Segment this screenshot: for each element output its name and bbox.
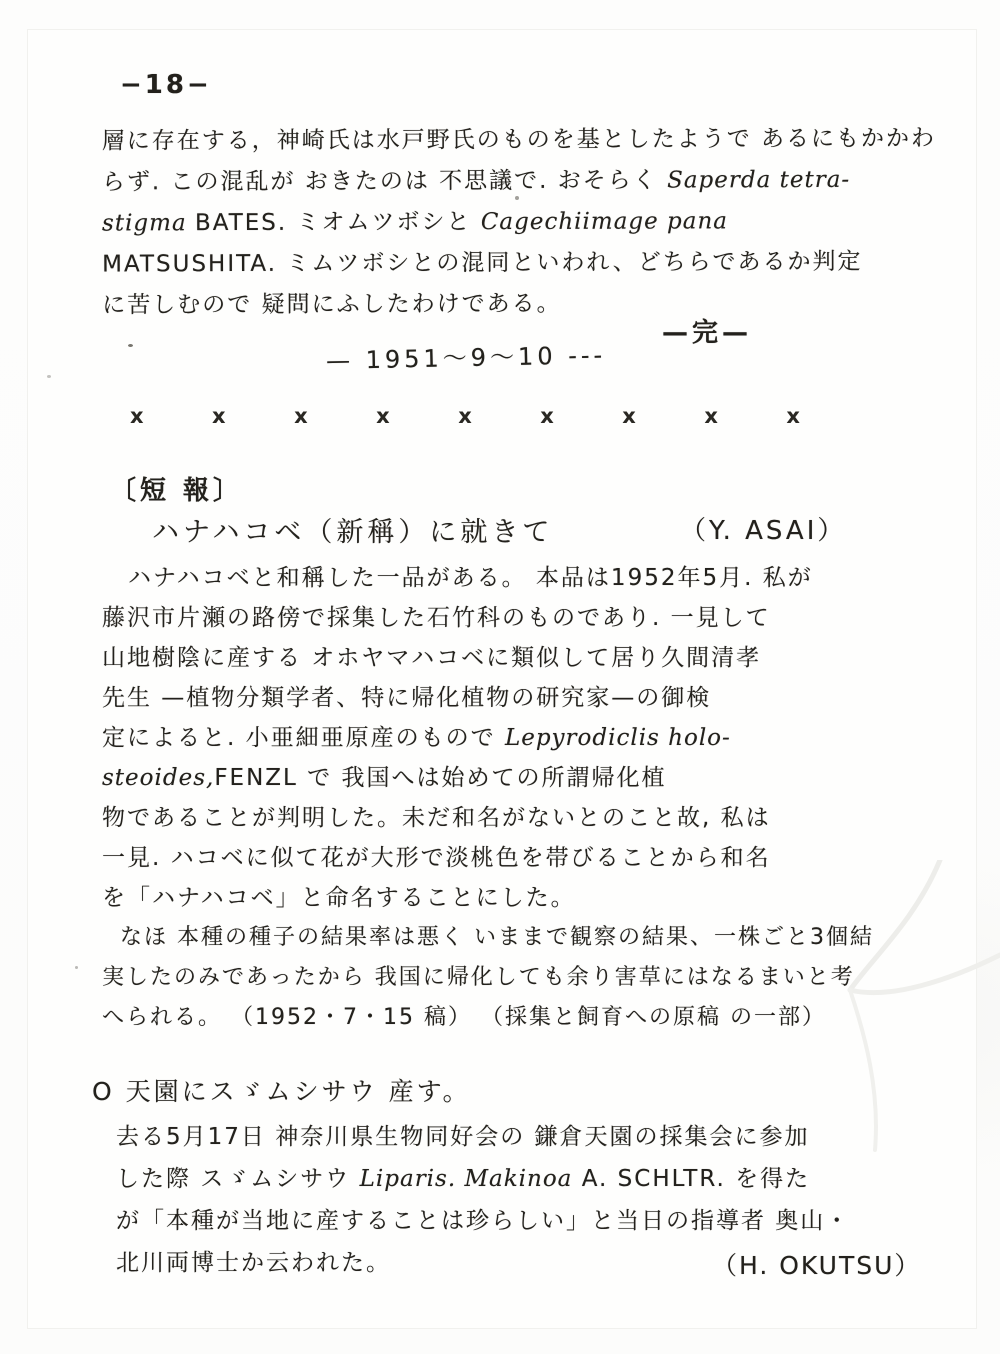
handwritten-text: FENZL で 我国へは始めての所謂帰化植	[214, 765, 667, 791]
text-line	[102, 798, 942, 838]
latin-species-name: Lepyrodiclis holo-	[504, 725, 731, 751]
page-number: −18−	[120, 70, 212, 100]
x-separator-mark: x	[458, 404, 472, 428]
x-separator-mark: x	[294, 404, 308, 428]
text-line	[102, 958, 952, 998]
x-separator-mark: x	[212, 404, 226, 428]
x-separator-mark: x	[130, 404, 144, 428]
scan-speck	[128, 344, 133, 347]
handwritten-text: に苦しむので 疑問にふしたわけである。	[102, 290, 562, 319]
article-end-mark: —完—	[662, 318, 753, 348]
text-line	[102, 758, 942, 798]
handwritten-text: らず. この混乱が おきたのは 不思議で. おそらく	[101, 167, 668, 196]
handwritten-text: を「ハナハコベ」と命名することにした。	[102, 885, 576, 911]
x-separator-mark: x	[540, 404, 554, 428]
scan-speck	[75, 966, 78, 969]
article-end-paragraph	[101, 119, 937, 327]
text-line	[102, 998, 952, 1038]
handwritten-text: 実したのみであったから 我国に帰化しても余り害草にはなるまいと考	[102, 965, 855, 990]
short-report-note	[102, 918, 952, 1038]
handwritten-text: 北川両博士か云われた。	[116, 1250, 391, 1276]
handwritten-text: 定によると. 小亜細亜原産のもので	[102, 725, 505, 751]
short-report-header: 〔短 報〕	[110, 476, 244, 506]
short-report-title: ハナハコベ（新稱）に就きて	[152, 517, 554, 548]
text-line	[102, 558, 942, 598]
text-line	[102, 678, 942, 718]
latin-species-name: Saperda tetra-	[666, 166, 851, 194]
text-line	[116, 1116, 936, 1158]
handwritten-text: 層に存在する，神崎氏は水戸野氏のものを基としたようで あるにもかかわ	[101, 125, 937, 155]
x-separator-mark: x	[622, 404, 636, 428]
second-note-author: （H. OKUTSU）	[712, 1251, 922, 1280]
latin-species-name: Liparis. Makinoa	[359, 1166, 573, 1192]
handwritten-text: が「本種が当地に産することは珍らしい」と当日の指導者 奥山・	[116, 1208, 851, 1234]
text-line	[102, 201, 932, 245]
handwritten-text: 山地樹陰に産する オホヤマハコベに類似して居り久間清孝	[102, 645, 762, 671]
latin-species-name: steoides,	[102, 765, 215, 791]
text-line	[102, 242, 932, 286]
section-separator-row	[130, 404, 800, 428]
scan-speck	[47, 375, 51, 378]
text-line	[102, 598, 942, 638]
latin-species-name: Cagechiimage pana	[480, 208, 729, 236]
handwritten-text: 先生 —植物分類学者、特に帰化植物の研究家—の御検	[102, 685, 712, 711]
handwritten-text: BATES. ミオムツボシと	[194, 209, 481, 237]
handwritten-text: ハナハコベと和稱した一品がある。 本品は1952年5月. 私が	[128, 565, 813, 591]
handwritten-text: A. SCHLTR. を得た	[572, 1166, 811, 1192]
handwritten-text: 藤沢市片瀬の路傍で採集した石竹科のものであり. 一見して	[102, 605, 771, 631]
text-line	[102, 718, 942, 758]
x-separator-mark: x	[376, 404, 390, 428]
text-line	[102, 918, 952, 958]
short-report-body	[102, 558, 942, 918]
text-line	[102, 638, 942, 678]
handwritten-text: 去る5月17日 神奈川県生物同好会の 鎌倉天園の採集会に参加	[116, 1124, 810, 1150]
second-note-title: O 天園にスゞムシサウ 産す。	[92, 1077, 471, 1106]
x-separator-mark: x	[786, 404, 800, 428]
scan-speck	[515, 196, 519, 200]
article-date-line: — 1951〜9〜10 ---	[325, 341, 607, 375]
handwritten-text: した際 スゞムシサウ	[116, 1166, 360, 1192]
handwritten-text: なほ 本種の種子の結果率は悪く いままで観察の結果、一株ごと3個結	[120, 925, 874, 950]
handwritten-text: 物であることが判明した。未だ和名がないとのこと故, 私は	[102, 805, 771, 831]
text-line	[116, 1158, 936, 1200]
short-report-author: （Y. ASAI）	[680, 516, 847, 546]
text-line	[116, 1200, 936, 1242]
handwritten-text: MATSUSHITA. ミムツボシとの混同といわれ、どちらであるか判定	[102, 248, 863, 278]
handwritten-text: 一見. ハコベに似て花が大形で淡桃色を帯びることから和名	[102, 845, 771, 871]
text-line	[102, 838, 942, 878]
handwritten-text: へられる。 （1952・7・15 稿） （採集と飼育への原稿 の一部）	[102, 1005, 826, 1030]
text-line	[102, 878, 942, 918]
text-line	[102, 283, 932, 327]
x-separator-mark: x	[704, 404, 718, 428]
text-line	[101, 119, 937, 163]
latin-species-name: stigma	[101, 210, 196, 237]
